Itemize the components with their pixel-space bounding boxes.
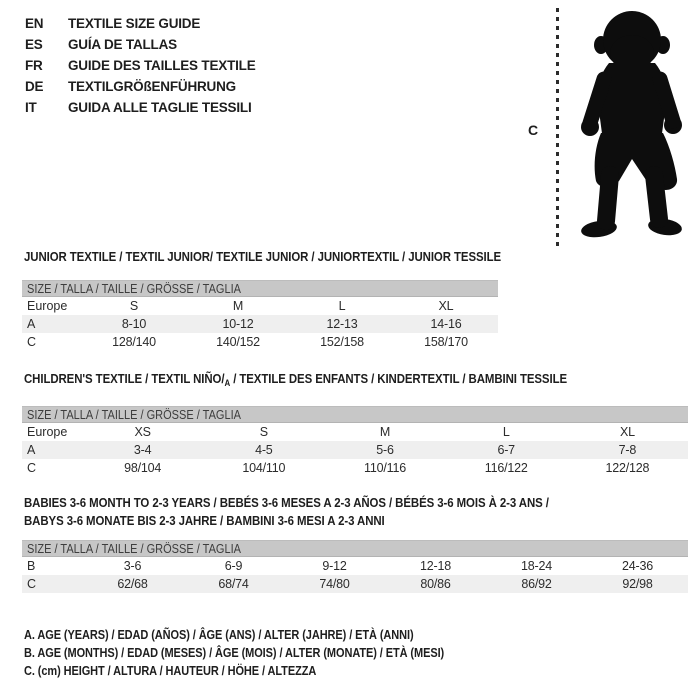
size-table-row-c bbox=[22, 459, 688, 477]
size-value: 104/110 bbox=[242, 461, 286, 475]
size-value: 6-7 bbox=[497, 443, 515, 457]
footnote-age-months: B. AGE (MONTHS) / EDAD (MESES) / ÂGE (MOIS) / ALTER (MONATE) / ETÀ (MESI) bbox=[24, 646, 445, 660]
row-label: Europe bbox=[27, 425, 68, 439]
measurement-figure bbox=[500, 0, 700, 255]
size-value: 10-12 bbox=[222, 317, 254, 331]
size-value: L bbox=[338, 299, 346, 313]
babies-textile-section bbox=[22, 494, 688, 593]
size-table-body bbox=[22, 423, 688, 477]
size-value: 140/152 bbox=[216, 335, 260, 349]
size-value: 158/170 bbox=[424, 335, 468, 349]
lang-row-it bbox=[25, 97, 256, 118]
size-table-body bbox=[22, 557, 688, 593]
size-value: 128/140 bbox=[112, 335, 156, 349]
row-label: C bbox=[27, 577, 37, 591]
row-label: C bbox=[27, 461, 37, 475]
size-header-text: SIZE / TALLA / TAILLE / GRÖSSE / TAGLIA bbox=[27, 541, 241, 556]
row-label: A bbox=[27, 443, 36, 457]
table-title-line: BABYS 3-6 MONATE BIS 2-3 JAHRE / BAMBINI 3-6 MESI A 2-3 ANNI bbox=[24, 513, 385, 528]
lang-label: GUIDE DES TAILLES TEXTILE bbox=[68, 58, 256, 73]
lang-row-de bbox=[25, 76, 256, 97]
size-table-body bbox=[22, 297, 498, 351]
row-label: B bbox=[27, 559, 36, 573]
legend-footnotes bbox=[24, 626, 501, 680]
size-value: XL bbox=[438, 299, 454, 313]
size-table-row-c bbox=[22, 575, 688, 593]
toddler-silhouette bbox=[562, 5, 700, 247]
footnote-age-years: A. AGE (YEARS) / EDAD (AÑOS) / ÂGE (ANS) / ALTER (JAHRE) / ETÀ (ANNI) bbox=[24, 628, 414, 642]
size-value: 3-4 bbox=[133, 443, 152, 457]
size-table-row-europe bbox=[22, 297, 498, 315]
size-header-text: SIZE / TALLA / TAILLE / GRÖSSE / TAGLIA bbox=[27, 407, 241, 422]
junior-section-title bbox=[22, 248, 566, 266]
size-table-row-a bbox=[22, 315, 498, 333]
junior-size-table bbox=[22, 280, 498, 351]
lang-label: TEXTILE SIZE GUIDE bbox=[68, 16, 201, 31]
lang-label: GUÍA DE TALLAS bbox=[68, 37, 177, 52]
size-value: XL bbox=[619, 425, 635, 439]
size-table-header bbox=[22, 280, 498, 297]
lang-row-en bbox=[25, 13, 256, 34]
size-value: 92/98 bbox=[622, 577, 653, 591]
lang-code: FR bbox=[25, 58, 43, 73]
size-table-header bbox=[22, 406, 688, 423]
lang-code: EN bbox=[25, 16, 44, 31]
size-value: 86/92 bbox=[521, 577, 552, 591]
size-value: 122/128 bbox=[605, 461, 650, 475]
junior-textile-section bbox=[22, 248, 566, 351]
size-value: 7-8 bbox=[618, 443, 637, 457]
lang-row-fr bbox=[25, 55, 256, 76]
size-value: 80/86 bbox=[420, 577, 451, 591]
size-value: S bbox=[129, 299, 139, 313]
size-value: 6-9 bbox=[224, 559, 243, 573]
children-textile-section bbox=[22, 370, 688, 477]
size-value: 4-5 bbox=[255, 443, 273, 457]
size-header-text: SIZE / TALLA / TAILLE / GRÖSSE / TAGLIA bbox=[27, 281, 241, 296]
footnote-height-cm: C. (cm) HEIGHT / ALTURA / HAUTEUR / HÖHE / ALTEZZA bbox=[24, 664, 317, 678]
size-value: 18-24 bbox=[521, 559, 552, 573]
size-table-header bbox=[22, 540, 688, 557]
size-table-row-a bbox=[22, 441, 688, 459]
size-value: 116/122 bbox=[484, 461, 528, 475]
lang-code: ES bbox=[25, 37, 43, 52]
row-label: C bbox=[27, 335, 37, 349]
size-value: 68/74 bbox=[218, 577, 249, 591]
row-label: A bbox=[27, 317, 36, 331]
table-title-line: CHILDREN'S TEXTILE / TEXTIL NIÑO/$_A$ / TEXTILE DES ENFANTS / KINDERTEXTIL / BAMBINI TESSILE bbox=[24, 371, 568, 388]
measure-c-label: C bbox=[528, 122, 539, 138]
size-value: 152/158 bbox=[320, 335, 364, 349]
size-value: L bbox=[502, 425, 510, 439]
babies-section-title bbox=[22, 494, 688, 530]
lang-row-es bbox=[25, 34, 256, 55]
size-value: 8-10 bbox=[121, 317, 147, 331]
size-table-row-b bbox=[22, 557, 688, 575]
lang-code: DE bbox=[25, 79, 44, 94]
size-value: 3-6 bbox=[123, 559, 142, 573]
size-value: 98/104 bbox=[124, 461, 162, 475]
lang-label: TEXTILGRÖßENFÜHRUNG bbox=[68, 79, 236, 94]
size-value: 12-13 bbox=[326, 317, 358, 331]
table-title-line: BABIES 3-6 MONTH TO 2-3 YEARS / BEBÉS 3-6 MESES A 2-3 AÑOS / BÉBÉS 3-6 MOIS À 2-3 ANS / bbox=[24, 495, 549, 510]
size-table-row-c bbox=[22, 333, 498, 351]
table-title-line: JUNIOR TEXTILE / TEXTIL JUNIOR/ TEXTILE JUNIOR / JUNIORTEXTIL / JUNIOR TESSILE bbox=[24, 249, 502, 264]
language-title-list bbox=[25, 13, 256, 118]
size-value: XS bbox=[134, 425, 151, 439]
size-value: M bbox=[232, 299, 244, 313]
size-table-row-europe bbox=[22, 423, 688, 441]
size-value: 74/80 bbox=[319, 577, 350, 591]
height-measure-dashed-line bbox=[556, 8, 559, 248]
size-value: S bbox=[259, 425, 268, 439]
lang-code: IT bbox=[25, 100, 37, 115]
children-section-title bbox=[22, 370, 688, 392]
size-value: 12-18 bbox=[420, 559, 451, 573]
size-value: 62/68 bbox=[117, 577, 148, 591]
size-value: 14-16 bbox=[430, 317, 462, 331]
size-value: 24-36 bbox=[622, 559, 653, 573]
size-value: 110/116 bbox=[364, 461, 406, 475]
babies-size-table bbox=[22, 540, 688, 593]
size-value: 5-6 bbox=[376, 443, 394, 457]
size-value: 9-12 bbox=[322, 559, 347, 573]
row-label: Europe bbox=[27, 299, 68, 313]
children-size-table bbox=[22, 406, 688, 477]
lang-label: GUIDA ALLE TAGLIE TESSILI bbox=[68, 100, 252, 115]
size-value: M bbox=[379, 425, 391, 439]
